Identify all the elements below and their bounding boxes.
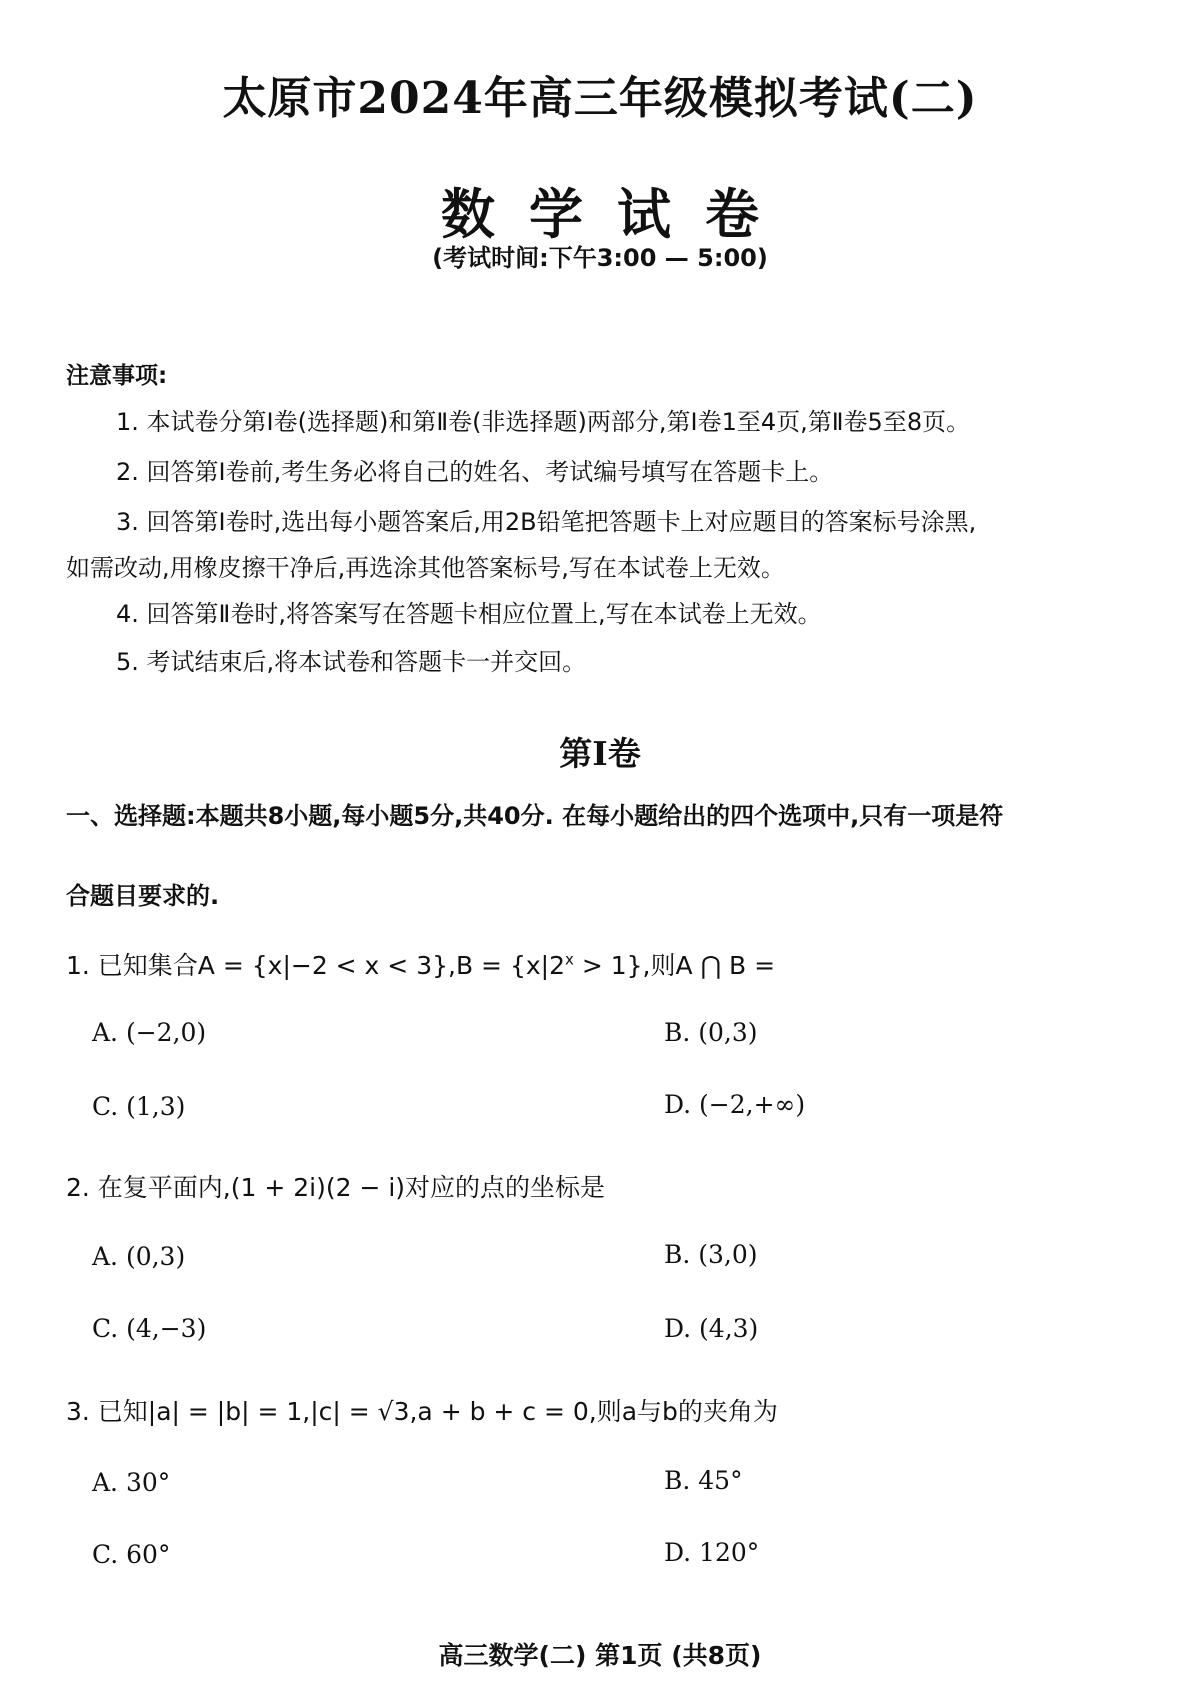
notice-item-3: 3. 回答第Ⅰ卷时,选出每小题答案后,用2B铅笔把答题卡上对应题目的答案标号涂黑, [116,508,977,536]
subject-title: 数学试卷 [441,183,793,246]
question-1-option-c: C. (1,3) [92,1092,186,1121]
notice-item-5: 5. 考试结束后,将本试卷和答题卡一并交回。 [116,648,587,676]
notice-item-4: 4. 回答第Ⅱ卷时,将答案写在答题卡相应位置上,写在本试卷上无效。 [116,600,822,628]
part-title: 第Ⅰ卷 [559,734,641,773]
exam-time: (考试时间:下午3:00 — 5:00) [432,244,768,272]
question-3-stem: 3. 已知|a| = |b| = 1,|c| = √3,a + b + c = 0,则a与b的夹角为 [66,1397,778,1426]
question-2-stem: 2. 在复平面内,(1 + 2i)(2 − i)对应的点的坐标是 [66,1173,606,1202]
question-3-option-d: D. 120° [664,1538,760,1567]
notice-item-1: 1. 本试卷分第Ⅰ卷(选择题)和第Ⅱ卷(非选择题)两部分,第Ⅰ卷1至4页,第Ⅱ卷5至8页。 [116,408,971,436]
page-footer: 高三数学(二) 第1页 (共8页) [438,1641,762,1670]
question-1-option-b: B. (0,3) [664,1018,758,1047]
section-instruction-line1: 一、选择题:本题共8小题,每小题5分,共40分. 在每小题给出的四个选项中,只有一项是符 [66,802,1004,830]
question-1-stem-exponent: x [564,950,574,969]
question-3-option-b: B. 45° [664,1466,743,1495]
question-1-option-d: D. (−2,+∞) [664,1090,806,1119]
section-instruction-line2: 合题目要求的. [66,882,220,910]
question-3-option-c: C. 60° [92,1540,171,1569]
question-3-option-a: A. 30° [92,1468,171,1497]
question-1-stem [66,946,775,982]
notice-heading: 注意事项: [66,363,168,389]
exam-title: 太原市2024年高三年级模拟考试(二) [222,73,978,124]
question-1-option-a: A. (−2,0) [92,1018,207,1047]
question-2-option-b: B. (3,0) [664,1240,758,1269]
question-1-stem-prefix: 1. 已知集合A = {x|−2 < x < 3},B = {x|2 [66,951,565,980]
question-1-stem-suffix: > 1},则A ⋂ B = [573,951,776,980]
notice-item-3-continued: 如需改动,用橡皮擦干净后,再选涂其他答案标号,写在本试卷上无效。 [66,554,785,582]
question-2-option-c: C. (4,−3) [92,1314,207,1343]
question-2-option-a: A. (0,3) [92,1242,186,1271]
notice-item-2: 2. 回答第Ⅰ卷前,考生务必将自己的姓名、考试编号填写在答题卡上。 [116,458,834,486]
question-2-option-d: D. (4,3) [664,1314,759,1343]
